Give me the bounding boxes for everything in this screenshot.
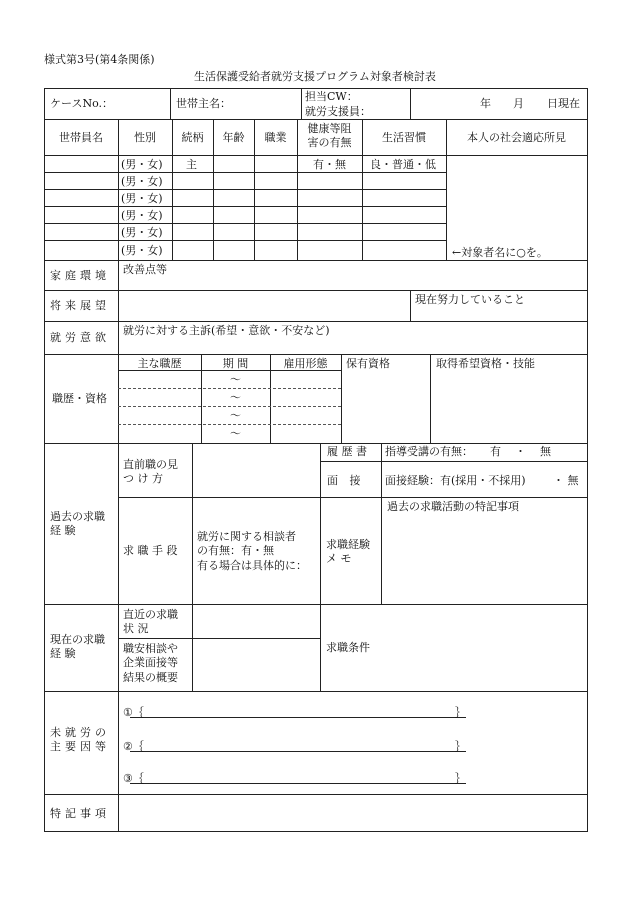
col-gender: 性別 bbox=[134, 131, 156, 144]
reason-close: ｝ bbox=[455, 740, 466, 753]
how-found-label: 直前職の見 つ け 方 bbox=[123, 458, 178, 486]
future-note: 現在努力していること bbox=[415, 293, 525, 306]
interview-exp: 面接経験：有(採用・不採用) bbox=[385, 474, 526, 487]
qualification-header: 保有資格 bbox=[346, 357, 390, 370]
case-no-label: ケースNo.： bbox=[50, 97, 114, 110]
relation-head: 主 bbox=[186, 158, 197, 171]
col-relation: 続柄 bbox=[181, 131, 204, 144]
period-tilde: ～ bbox=[230, 391, 241, 404]
interview-label: 面 接 bbox=[327, 474, 365, 487]
gender-option: (男・女) bbox=[121, 158, 163, 171]
period-header: 期 間 bbox=[222, 357, 249, 370]
household-head-label: 世帯主名： bbox=[176, 97, 231, 110]
col-health: 健康等阻 害の有無 bbox=[307, 122, 352, 150]
reasons-label: 未就労の 主要因等 bbox=[50, 726, 110, 754]
past-special: 過去の求職活動の特記事項 bbox=[387, 500, 519, 513]
future-label: 将来展望 bbox=[50, 299, 110, 312]
current-search-label: 現在の求職 経 験 bbox=[50, 633, 105, 661]
recent-label: 直近の求職 状 況 bbox=[123, 608, 178, 636]
col-job: 職業 bbox=[264, 131, 287, 144]
day-label: 日現在 bbox=[547, 97, 580, 110]
target-note: ←対象者名に○を。 bbox=[452, 246, 548, 259]
gender-option: (男・女) bbox=[121, 175, 163, 188]
period-tilde: ～ bbox=[230, 373, 241, 386]
col-habit: 生活習慣 bbox=[382, 131, 426, 144]
conditions-label: 求職条件 bbox=[326, 641, 370, 654]
reason-close: ｝ bbox=[455, 706, 466, 719]
gender-option: (男・女) bbox=[121, 226, 163, 239]
col-age: 年齢 bbox=[222, 131, 245, 144]
gender-option: (男・女) bbox=[121, 192, 163, 205]
col-member-name: 世帯員名 bbox=[59, 131, 103, 144]
will-note: 就労に対する主訴(希望・意欲・不安など) bbox=[123, 324, 330, 337]
interview-no: ・ 無 bbox=[553, 474, 579, 487]
family-note: 改善点等 bbox=[123, 263, 167, 276]
month-label: 月 bbox=[513, 97, 524, 110]
gender-option: (男・女) bbox=[121, 209, 163, 222]
career-label: 職歴・資格 bbox=[52, 392, 107, 405]
office-label: 職安相談や 企業面接等 結果の概要 bbox=[123, 642, 178, 684]
reason-item: ③｛ bbox=[123, 772, 144, 785]
support-staff-label: 就労支援員： bbox=[305, 105, 371, 118]
habit-option: 良・普通・低 bbox=[370, 158, 436, 171]
notes-label: 特記事項 bbox=[50, 807, 110, 820]
year-label: 年 bbox=[480, 97, 491, 110]
desired-header: 取得希望資格・技能 bbox=[436, 357, 535, 370]
period-tilde: ～ bbox=[230, 409, 241, 422]
employment-header: 雇用形態 bbox=[283, 357, 328, 370]
will-label: 就労意欲 bbox=[50, 331, 110, 344]
resume-label: 履 歴 書 bbox=[327, 445, 367, 458]
col-opinion: 本人の社会適応所見 bbox=[467, 131, 566, 144]
reason-close: ｝ bbox=[455, 772, 466, 785]
main-job-header: 主な職歴 bbox=[137, 357, 182, 370]
reason-item: ①｛ bbox=[123, 706, 144, 719]
reason-item: ②｛ bbox=[123, 740, 144, 753]
consult-label: 就労に関する相談者 の有無：有・無 有る場合は具体的に： bbox=[197, 530, 307, 572]
cw-label: 担当CW： bbox=[305, 90, 358, 103]
family-label: 家庭環境 bbox=[50, 269, 110, 282]
form-number: 様式第3号(第4条関係) bbox=[44, 53, 155, 66]
guidance-dot: ・ bbox=[515, 445, 526, 458]
gender-option: (男・女) bbox=[121, 244, 163, 257]
health-option: 有・無 bbox=[313, 158, 346, 171]
past-search-label: 過去の求職 経 験 bbox=[50, 510, 105, 538]
memo-label: 求職経験 メ モ bbox=[326, 538, 370, 566]
guidance-label: 指導受講の有無： bbox=[385, 445, 473, 458]
guidance-yes: 有 bbox=[490, 445, 501, 458]
period-tilde: ～ bbox=[230, 427, 241, 440]
guidance-no: 無 bbox=[540, 445, 551, 458]
page-title: 生活保護受給者就労支援プログラム対象者検討表 bbox=[194, 70, 436, 83]
method-label: 求 職 手 段 bbox=[123, 544, 178, 557]
